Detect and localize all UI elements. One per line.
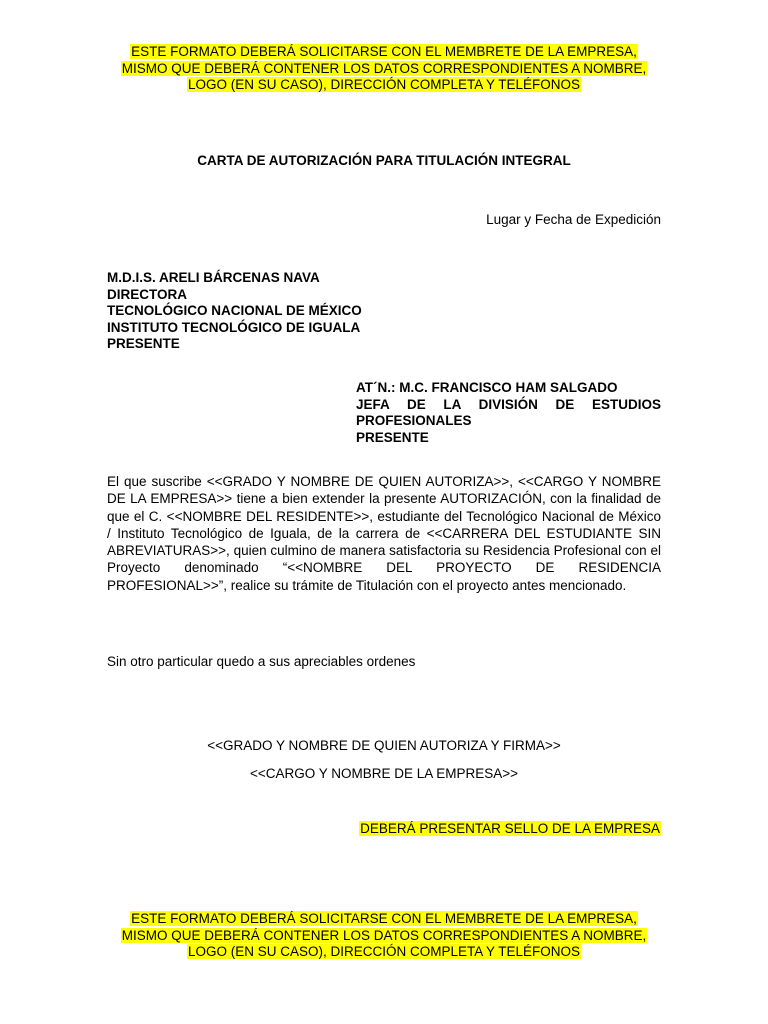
seal-notice (359, 821, 661, 836)
attention-presente: PRESENTE (356, 429, 429, 445)
recipient-name: M.D.I.S. ARELI BÁRCENAS NAVA (107, 270, 320, 285)
footer-notice-line: LOGO (EN SU CASO), DIRECCIÓN COMPLETA Y TELÉFONOS (187, 944, 581, 959)
recipient-position: DIRECTORA (107, 286, 188, 302)
signature-company-line: <<CARGO Y NOMBRE DE LA EMPRESA>> (249, 766, 519, 781)
letter-body: El que suscribe <<GRADO Y NOMBRE DE QUIEN AUTORIZA>>, <<CARGO Y NOMBRE DE LA EMPRESA>> tiene a bien extender la presente AUTORIZACIÓN, con la finalidad de que el C. <<NOMBRE DEL RESIDENTE>>, estudiante del Tecnológico Nacional de México / Instituto Tecnológico de Iguala, de la carrera de <<CARRERA DEL ESTUDIANTE SIN ABREVIATURAS>>, quien culmino de manera satisfactoria su Residencia Profesional con el Proyecto denominado “<<NOMBRE DEL PROYECTO DE RESIDENCIA PROFESIONAL>>”, realice su trámite de Titulación con el proyecto antes mencionado. (107, 474, 661, 593)
header-notice (0, 44, 768, 94)
attention-position: JEFA DE LA DIVISIÓN DE ESTUDIOS PROFESIONALES (356, 396, 661, 428)
header-notice-line: MISMO QUE DEBERÁ CONTENER LOS DATOS CORRESPONDIENTES A NOMBRE, (121, 60, 647, 76)
recipient-presente: PRESENTE (107, 336, 180, 351)
recipient-institute: INSTITUTO TECNOLÓGICO DE IGUALA (107, 319, 361, 335)
recipient-block (107, 270, 362, 353)
footer-notice-line: MISMO QUE DEBERÁ CONTENER LOS DATOS CORRESPONDIENTES A NOMBRE, (121, 927, 647, 943)
recipient-institution: TECNOLÓGICO NACIONAL DE MÉXICO (107, 303, 362, 318)
attention-block (356, 380, 661, 446)
closing-line: Sin otro particular quedo a sus apreciables ordenes (107, 654, 416, 669)
attention-name: AT´N.: M.C. FRANCISCO HAM SALGADO (356, 380, 618, 395)
document-title: CARTA DE AUTORIZACIÓN PARA TITULACIÓN INTEGRAL (197, 153, 571, 168)
seal-notice-text: DEBERÁ PRESENTAR SELLO DE LA EMPRESA (360, 821, 660, 836)
header-notice-line: LOGO (EN SU CASO), DIRECCIÓN COMPLETA Y TELÉFONOS (187, 77, 581, 92)
header-notice-line: ESTE FORMATO DEBERÁ SOLICITARSE CON EL MEMBRETE DE LA EMPRESA, (131, 44, 637, 59)
signature-name-line: <<GRADO Y NOMBRE DE QUIEN AUTORIZA Y FIRMA>> (207, 738, 561, 753)
place-and-date: Lugar y Fecha de Expedición (486, 212, 661, 227)
footer-notice (0, 911, 768, 961)
footer-notice-line: ESTE FORMATO DEBERÁ SOLICITARSE CON EL MEMBRETE DE LA EMPRESA, (131, 911, 637, 926)
